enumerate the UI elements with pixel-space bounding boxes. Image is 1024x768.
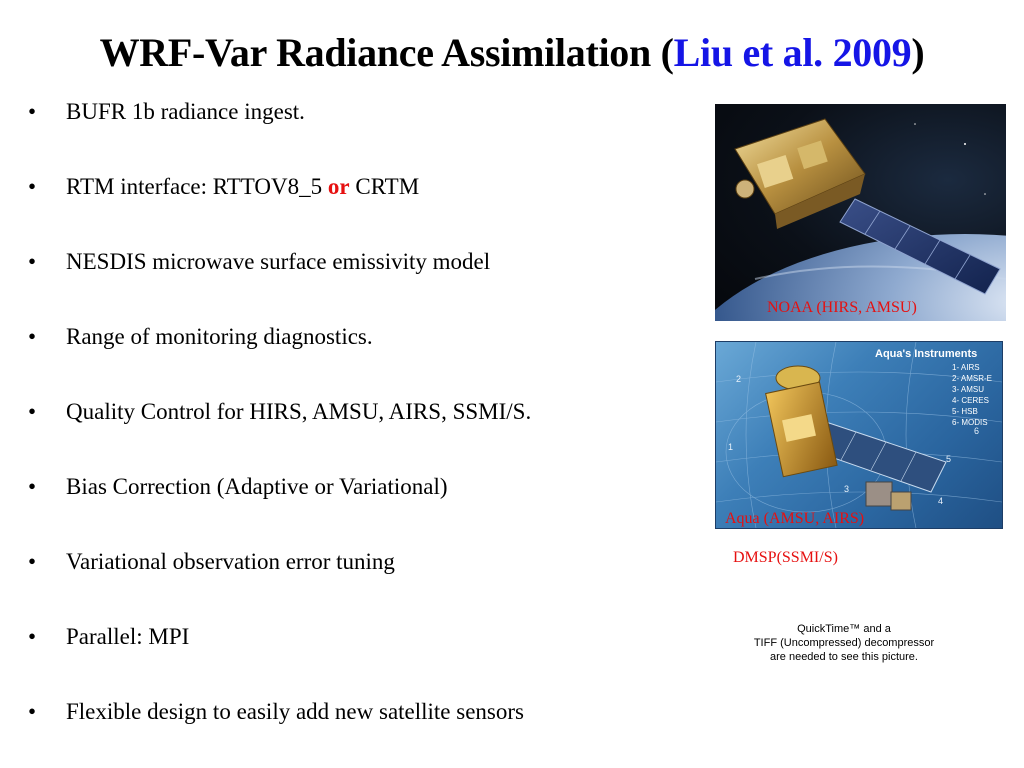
quicktime-line: QuickTime™ and a xyxy=(797,623,891,635)
bullet-text: Quality Control for HIRS, AMSU, AIRS, SSMI/S. xyxy=(66,399,532,424)
bullet-glyph: • xyxy=(28,324,37,349)
title-citation: Liu et al. 2009 xyxy=(673,30,912,75)
bullet-text: Variational observation error tuning xyxy=(66,549,395,574)
aqua-instrument: 6- MODIS xyxy=(952,418,988,427)
bullet-text-before: RTM interface: RTTOV8_5 xyxy=(66,174,328,199)
aqua-instrument: 3- AMSU xyxy=(952,385,985,394)
dmsp-caption: DMSP(SSMI/S) xyxy=(733,549,838,566)
quicktime-placeholder xyxy=(716,622,972,664)
bullet-glyph: • xyxy=(28,399,37,424)
bullet-text: Bias Correction (Adaptive or Variational) xyxy=(66,474,448,499)
aqua-callout: 5 xyxy=(946,454,952,464)
aqua-caption: Aqua (AMSU, AIRS) xyxy=(725,510,865,527)
aqua-callout: 3 xyxy=(844,484,850,494)
title-main: WRF-Var Radiance Assimilation ( xyxy=(99,30,674,75)
bullet-glyph: • xyxy=(28,249,37,274)
aqua-panel-title: Aqua's Instruments xyxy=(875,348,978,360)
aqua-satellite-image xyxy=(715,341,1003,529)
bullet-text: Flexible design to easily add new satellite sensors xyxy=(66,699,524,724)
bullet-glyph: • xyxy=(28,99,37,124)
aqua-instrument: 1- AIRS xyxy=(952,363,980,372)
slide-title xyxy=(0,30,1024,76)
quicktime-line: are needed to see this picture. xyxy=(770,651,918,663)
aqua-instrument: 2- AMSR-E xyxy=(952,374,993,383)
quicktime-line: TIFF (Uncompressed) decompressor xyxy=(753,637,935,649)
noaa-caption: NOAA (HIRS, AMSU) xyxy=(767,299,917,316)
noaa-satellite-illustration xyxy=(715,104,1006,321)
title-close: ) xyxy=(911,30,925,75)
bullet-text-after: CRTM xyxy=(349,174,420,199)
aqua-instrument: 4- CERES xyxy=(952,396,989,405)
bullet-glyph: • xyxy=(28,624,37,649)
aqua-satellite-illustration xyxy=(716,342,1002,528)
bullet-glyph: • xyxy=(28,549,37,574)
aqua-instrument: 5- HSB xyxy=(952,407,978,416)
aqua-callout: 6 xyxy=(974,426,980,436)
bullet-text: Range of monitoring diagnostics. xyxy=(66,324,373,349)
bullet-text xyxy=(66,171,419,203)
bullet-text: Parallel: MPI xyxy=(66,624,190,649)
noaa-satellite-image xyxy=(715,104,1006,321)
bullet-glyph: • xyxy=(28,174,37,199)
bullet-highlight: or xyxy=(327,174,350,199)
aqua-callout: 4 xyxy=(938,496,944,506)
bullet-text: BUFR 1b radiance ingest. xyxy=(66,99,305,124)
aqua-callout: 2 xyxy=(736,374,742,384)
bullet-text: NESDIS microwave surface emissivity model xyxy=(66,249,491,274)
bullet-glyph: • xyxy=(28,699,37,724)
aqua-callout: 1 xyxy=(728,442,734,452)
bullet-glyph: • xyxy=(28,474,37,499)
